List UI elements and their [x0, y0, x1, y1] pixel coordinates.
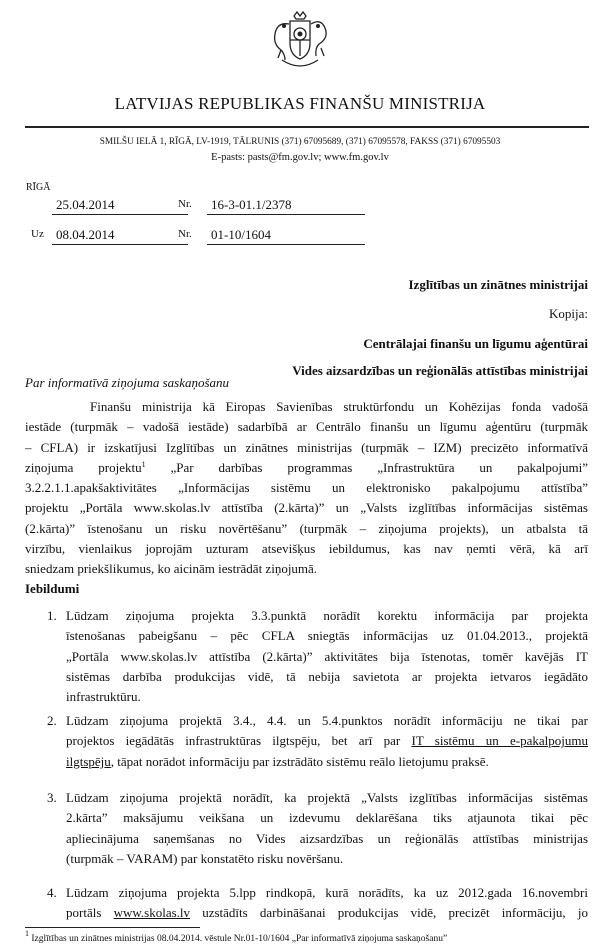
text-line: sniedzam priekšlikumus, ko aicinām iestrādāt ziņojumā.	[25, 561, 318, 577]
underlined-text: IT sistēmu un e-pakalpojumu	[411, 733, 588, 749]
ministry-address	[0, 135, 600, 165]
address-line: SMILŠU IELĀ 1, RĪGĀ, LV-1919, TĀLRUNIS (371) 67095689, (371) 67095578, FAKSS (371) 67095503	[99, 137, 501, 147]
text-line: Lūdzam ziņojuma projektā 3.4., 4.4. un 5.4.punktos norādīt informāciju ne tikai par	[66, 713, 588, 728]
text-segment: , tāpat norādot informāciju par izstrādāto sistēmu reālo lietojumu praksē.	[110, 753, 489, 769]
footnote-ref[interactable]: 1	[141, 459, 146, 469]
item-number: 1.	[47, 608, 57, 623]
letter-subject: Par informatīvā ziņojuma saskaņošanu	[25, 375, 230, 390]
text-line: – CFLA) ir izskatījusi Izglītības un zinātnes ministrijas (turpmāk – IZM) precizēto informatīvā	[25, 439, 588, 455]
document-date: 25.04.2014	[52, 197, 188, 215]
header-divider	[25, 126, 589, 128]
text-line	[25, 458, 588, 478]
objections-heading: Iebildumi	[25, 581, 80, 596]
text-line: Lūdzam ziņojuma projektā norādīt, ka projektā „Valsts izglītības informācijas sistēmas	[66, 790, 588, 805]
footnote-divider	[25, 927, 200, 928]
document-number: 16-3-01.1/2378	[207, 197, 365, 215]
text-line	[66, 903, 588, 923]
nr-label: Nr.	[178, 228, 192, 240]
uz-label: Uz	[31, 228, 44, 240]
nr-label: Nr.	[178, 198, 192, 210]
text-line: 2.kārta” maksājumu veikšana un izdevumu deklarēšana tiks atjaunota tikai pēc	[66, 810, 588, 826]
recipient-main: Izglītības un zinātnes ministrijai	[408, 277, 588, 292]
city: RĪGĀ	[26, 182, 51, 193]
text-line: Lūdzam ziņojuma projekta 5.lpp rindkopā, kurā norādīts, ka uz 2012.gada 16.novembri	[66, 885, 588, 900]
copy-label: Kopija:	[549, 306, 588, 321]
recipient-copy-varam: Vides aizsardzības un reģionālās attīstības ministrijai	[292, 363, 588, 378]
footnote-text: Izglītības un zinātnes ministrijas 08.04.2014. vēstule Nr.01-10/1604 „Par informatīvā ziņojuma saskaņošanu”	[29, 934, 448, 944]
skolas-link[interactable]: www.skolas.lv	[113, 905, 191, 921]
coat-of-arms-emblem	[264, 4, 336, 76]
text-line: Lūdzam ziņojuma projekta 3.3.punktā norādīt korektu informācija par projekta	[66, 608, 588, 623]
text-line: Finanšu ministrija kā Eiropas Savienības struktūrfondu un Kohēzijas fonda vadošā	[90, 399, 588, 414]
reply-number: 01-10/1604	[207, 227, 365, 245]
text-segment: portāls	[66, 905, 114, 921]
text-line	[66, 731, 588, 751]
text-line: virzību, vienlaikus joprojām uzturam atsevišķus iebildumus, kas nav ņemti vērā, kā arī	[25, 541, 588, 557]
text-line: infrastruktūru.	[66, 689, 141, 705]
text-line: projektu „Portāla www.skolas.lv attīstība (2.kārta)” un „Valsts izglītības informācijas sistēmas	[25, 500, 588, 516]
ministry-title: LATVIJAS REPUBLIKAS FINANŠU MINISTRIJA	[114, 94, 486, 113]
text-line	[66, 752, 588, 772]
item-number: 3.	[47, 790, 57, 805]
text-segment: „Par darbības programmas „Infrastruktūra un pakalpojumi”	[145, 459, 588, 475]
text-line: (turpmāk – VARAM) par konstatēto risku novēršanu.	[66, 850, 344, 866]
text-line: „Portāla www.skolas.lv attīstība (2.kārta)” aktivitātes bija īstenotas, tomēr kavējās IT	[66, 648, 588, 664]
reply-date: 08.04.2014	[52, 227, 188, 245]
text-line: 3.2.2.1.1.apakšaktivitātes „Informācijas sistēmu un elektronisko pakalpojumu attīstība”	[25, 480, 588, 496]
text-line: (2.kārta)” īstenošanu un risku novērtēšanu” (turpmāk – ziņojuma projekts), un atbalsta tā	[25, 520, 588, 536]
text-segment: projektos iegādātās infrastruktūras ilgtspēju, bet arī par	[66, 733, 412, 749]
recipient-copy-cfla: Centrālajai finanšu un līgumu aģentūrai	[363, 336, 588, 351]
item-number: 2.	[47, 713, 57, 728]
text-segment: ziņojuma projektu	[25, 459, 142, 475]
footnote-mark: 1	[25, 929, 29, 938]
item-number: 4.	[47, 885, 57, 900]
footnote	[25, 929, 448, 944]
text-line: iestāde (turpmāk – vadošā iestāde) sadarbībā ar Centrālo finanšu un līgumu aģentūru (turpmāk	[25, 419, 588, 435]
contact-line: E-pasts: pasts@fm.gov.lv; www.fm.gov.lv	[211, 152, 389, 163]
text-line: sistēmas darbība produkcijas vidē, tā nebija savietota ar projekta ietvaros iegādāto	[66, 668, 588, 684]
text-line: īstenošanas pabeigšanu – pēc CFLA sniegtās informācijas uz 01.04.2013., projektā	[66, 628, 588, 644]
underlined-text: ilgtspēju	[66, 753, 111, 769]
text-segment: uzstādīts darbināšanai produkcijas vidē, precizēt informāciju, jo	[190, 905, 588, 921]
intro-paragraph	[25, 397, 588, 580]
text-line: apliecinājuma saņemšanas no Vides aizsardzības un reģionālās attīstības ministrijas	[66, 830, 588, 846]
